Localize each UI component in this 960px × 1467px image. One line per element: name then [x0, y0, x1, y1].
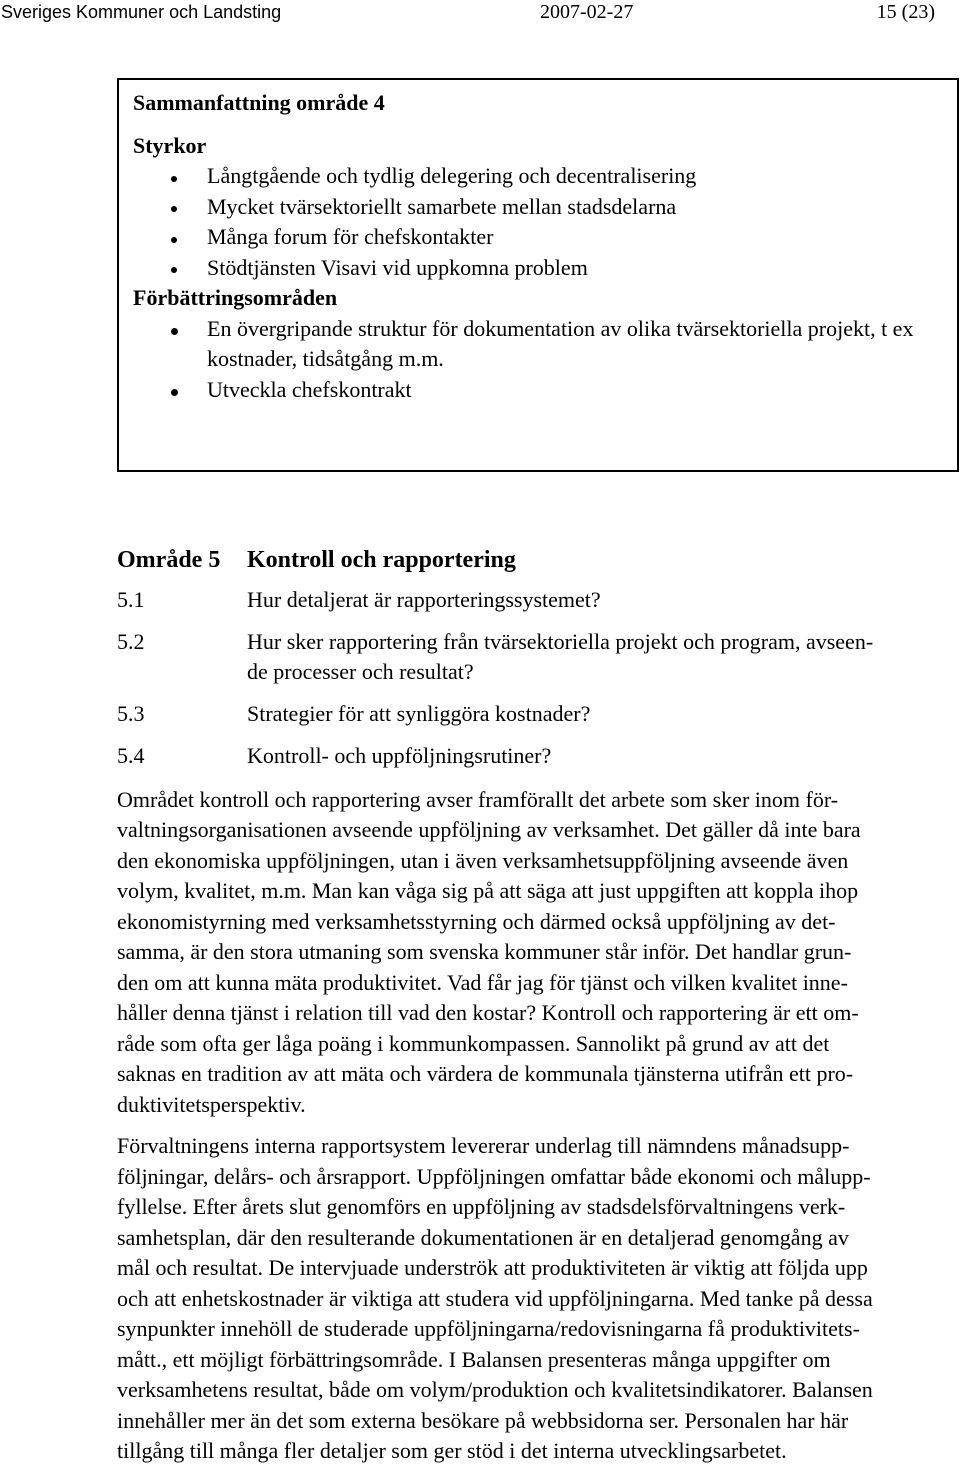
- bullet-icon: [171, 237, 177, 243]
- paragraph-line: samhetsplan, där den resulterande dokumentationen är en detaljerad genomgång av: [117, 1224, 849, 1250]
- paragraph-line: valtningsorganisationen avseende uppföljning av verksamhet. Det gäller då inte bara: [117, 817, 861, 842]
- question-line: Kontroll- och uppföljningsrutiner?: [247, 743, 552, 768]
- paragraph: [117, 1131, 960, 1467]
- question-line: Hur detaljerat är rapporteringssystemet?: [247, 586, 601, 612]
- question-item: [117, 699, 960, 730]
- question-item: [117, 741, 960, 772]
- strengths-heading: Styrkor: [133, 132, 207, 158]
- strength-item-text: Långtgående och tydlig delegering och decentralisering: [207, 163, 697, 188]
- strength-item: [133, 253, 957, 284]
- improvements-heading: Förbättringsområden: [133, 285, 338, 310]
- paragraph-line: innehåller mer än det som externa besökare på webbsidorna ser. Personalen har här: [117, 1407, 849, 1433]
- header-organization: Sveriges Kommuner och Landsting: [1, 2, 282, 22]
- strength-item-text: Många forum för chefskontakter: [207, 224, 494, 249]
- bullet-icon: [171, 176, 177, 182]
- paragraph-line: synpunkter innehöll de studerade uppföljningarna/redovisningarna få produktivitets-: [117, 1316, 860, 1341]
- section-label: Område 5: [117, 546, 221, 573]
- paragraph-line: tillgång till många fler detaljer som ger stöd i det interna utvecklingsarbetet.: [117, 1438, 787, 1463]
- paragraph: [117, 785, 960, 1121]
- paragraph-line: råde som ofta ger låga poäng i kommunkompassen. Sannolikt på grund av att det: [117, 1030, 830, 1056]
- paragraph-line: följningar, delårs- och årsrapport. Uppföljningen omfattar både ekonomi och målupp-: [117, 1163, 871, 1189]
- question-line: Hur sker rapportering från tvärsektoriella projekt och program, avseen-: [247, 628, 874, 654]
- paragraph-line: saknas en tradition av att mäta och värdera de kommunala tjänsterna utifrån ett pro-: [117, 1061, 854, 1086]
- question-line: Strategier för att synliggöra kostnader?: [247, 701, 591, 726]
- question-number: 5.3: [117, 701, 145, 726]
- question-text: [247, 699, 960, 730]
- paragraph-line: den ekonomiska uppföljningen, utan i även verksamhetsuppföljning avseende även: [117, 847, 849, 873]
- paragraph-line: duktivitetsperspektiv.: [117, 1091, 306, 1117]
- paragraph-line: mått., ett möjligt förbättringsområde. I Balansen presenteras många uppgifter om: [117, 1346, 831, 1372]
- paragraph-line: ekonomistyrning med verksamhetsstyrning och därmed också uppföljning av det-: [117, 908, 836, 934]
- paragraph-line: och att enhetskostnader är viktiga att studera vid uppföljningarna. Med tanke på dessa: [117, 1285, 873, 1311]
- paragraph-line: den om att kunna mäta produktivitet. Vad får jag för tjänst och vilken kvalitet inne-: [117, 969, 848, 995]
- section-area-5: [117, 545, 960, 1467]
- summary-box: [117, 78, 959, 472]
- question-number: 5.1: [117, 586, 145, 612]
- improvement-item: [133, 375, 957, 406]
- paragraph-line: Området kontroll och rapportering avser framförallt det arbete som sker inom för-: [117, 786, 839, 812]
- improvement-item-line: Utveckla chefskontrakt: [207, 376, 412, 402]
- improvement-item-line: En övergripande struktur för dokumentation av olika tvärsektoriella projekt, t ex: [207, 315, 914, 341]
- strength-item: [133, 192, 957, 223]
- strength-item: [133, 222, 957, 253]
- strength-item-text: Stödtjänsten Visavi vid uppkomna problem: [207, 254, 588, 280]
- question-number: 5.2: [117, 628, 145, 654]
- improvement-item-line: kostnader, tidsåtgång m.m.: [207, 346, 444, 371]
- improvement-item: [133, 314, 957, 375]
- bullet-icon: [171, 328, 178, 335]
- paragraph-line: mål och resultat. De intervjuade underströk att produktiviteten är viktig att följda upp: [117, 1255, 868, 1280]
- bullet-icon: [171, 267, 177, 273]
- question-text: [247, 627, 960, 688]
- bullet-icon: [171, 206, 177, 212]
- paragraph-line: Förvaltningens interna rapportsystem levererar underlag till nämndens månadsupp-: [117, 1133, 850, 1158]
- page-header: [0, 0, 960, 24]
- summary-title: Sammanfattning område 4: [133, 89, 385, 115]
- header-date: 2007-02-27: [540, 1, 634, 23]
- question-number: 5.4: [117, 743, 145, 768]
- header-page-number: 15 (23): [876, 1, 935, 23]
- paragraph-line: fyllelse. Efter årets slut genomförs en uppföljning av stadsdelsförvaltningens verk-: [117, 1194, 846, 1219]
- question-line: de processer och resultat?: [247, 659, 474, 684]
- section-title: Kontroll och rapportering: [247, 546, 516, 573]
- question-text: [247, 741, 960, 772]
- question-item: [117, 585, 960, 616]
- section-heading: [117, 545, 960, 576]
- paragraph-line: samma, är den stora utmaning som svenska kommuner står inför. Det handlar grun-: [117, 939, 852, 964]
- bullet-icon: [171, 389, 178, 396]
- paragraph-line: verksamhetens resultat, både om volym/produktion och kvalitetsindikatorer. Balansen: [117, 1377, 873, 1402]
- strength-item-text: Mycket tvärsektoriellt samarbete mellan stadsdelarna: [207, 193, 677, 219]
- question-item: [117, 627, 960, 688]
- paragraph-line: håller denna tjänst i relation till vad den kostar? Kontroll och rapportering är ett om-: [117, 1000, 859, 1025]
- question-text: [247, 585, 960, 616]
- strength-item: [133, 161, 957, 192]
- paragraph-line: volym, kvalitet, m.m. Man kan våga sig på att säga att just uppgiften att koppla ihop: [117, 878, 859, 903]
